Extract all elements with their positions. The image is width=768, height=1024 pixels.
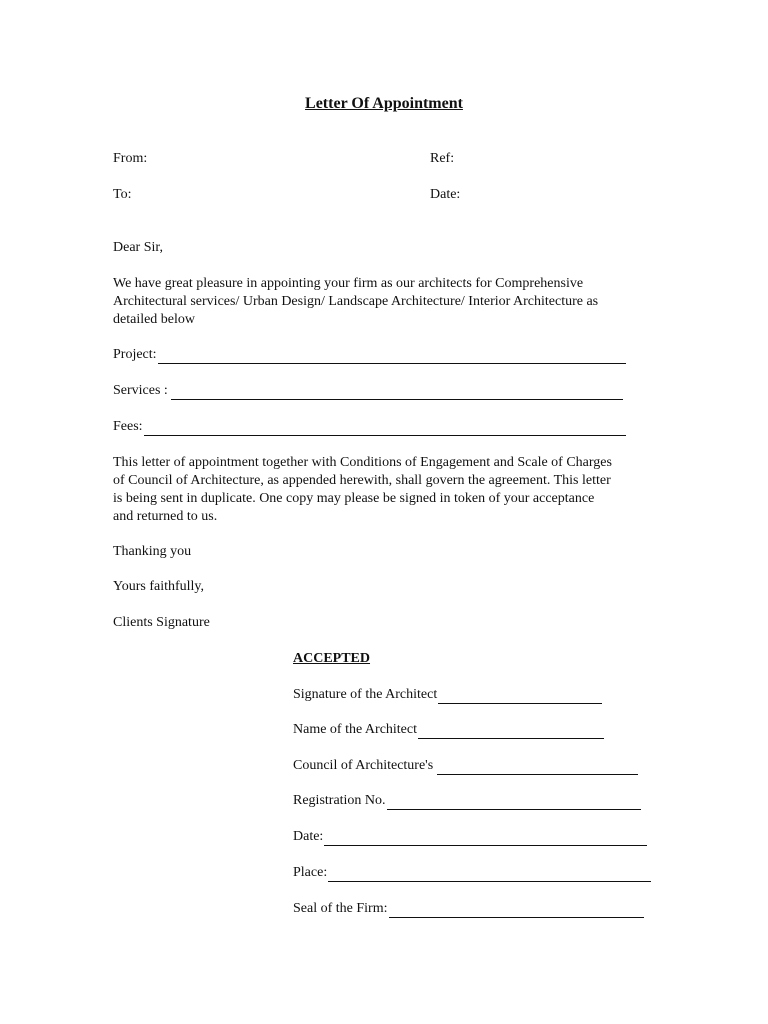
place-row — [293, 864, 651, 882]
thanking-text: Thanking you — [113, 544, 192, 559]
ref-label: Ref: — [430, 151, 455, 166]
architect-signature-row — [293, 686, 602, 704]
services-label: Services : — [113, 383, 168, 398]
client-signature-label: Clients Signature — [113, 615, 210, 630]
terms-line: is being sent in duplicate. One copy may please be signed in token of your acceptance — [113, 491, 595, 506]
services-field-row — [113, 382, 623, 400]
terms-line: of Council of Architecture, as appended herewith, shall govern the agreement. This letter — [113, 473, 611, 488]
from-label: From: — [113, 151, 148, 166]
place-label: Place: — [293, 865, 328, 880]
acceptance-date-blank-line — [324, 831, 647, 846]
council-row — [293, 757, 638, 775]
fees-label: Fees: — [113, 419, 143, 434]
registration-blank-line — [387, 795, 641, 810]
letter-title: Letter Of Appointment — [305, 95, 463, 112]
to-label: To: — [113, 187, 132, 202]
architect-signature-label: Signature of the Architect — [293, 687, 438, 702]
seal-label: Seal of the Firm: — [293, 901, 388, 916]
architect-name-blank-line — [418, 724, 604, 739]
project-field-row — [113, 346, 626, 364]
accepted-heading: ACCEPTED — [293, 651, 371, 666]
architect-signature-blank-line — [438, 689, 602, 704]
terms-paragraph — [113, 454, 673, 526]
project-label: Project: — [113, 347, 157, 362]
council-blank-line — [437, 760, 638, 775]
date-label: Date: — [430, 187, 461, 202]
services-blank-line — [171, 385, 623, 400]
council-label: Council of Architecture's — [293, 758, 434, 773]
seal-row — [293, 900, 644, 918]
intro-line: Architectural services/ Urban Design/ Landscape Architecture/ Interior Architecture as — [113, 294, 599, 309]
terms-line: This letter of appointment together with Conditions of Engagement and Scale of Charges — [113, 455, 612, 470]
intro-line: We have great pleasure in appointing your firm as our architects for Comprehensive — [113, 276, 584, 291]
seal-blank-line — [389, 903, 644, 918]
intro-line: detailed below — [113, 312, 196, 327]
acceptance-date-label: Date: — [293, 829, 324, 844]
architect-name-label: Name of the Architect — [293, 722, 418, 737]
architect-name-row — [293, 721, 604, 739]
project-blank-line — [158, 349, 626, 364]
registration-row — [293, 792, 641, 810]
fees-blank-line — [144, 421, 626, 436]
terms-line: and returned to us. — [113, 509, 218, 524]
salutation: Dear Sir, — [113, 240, 163, 255]
closing-text: Yours faithfully, — [113, 579, 205, 594]
fees-field-row — [113, 418, 626, 436]
registration-label: Registration No. — [293, 793, 386, 808]
intro-paragraph — [113, 275, 673, 329]
place-blank-line — [328, 867, 651, 882]
acceptance-date-row — [293, 828, 647, 846]
